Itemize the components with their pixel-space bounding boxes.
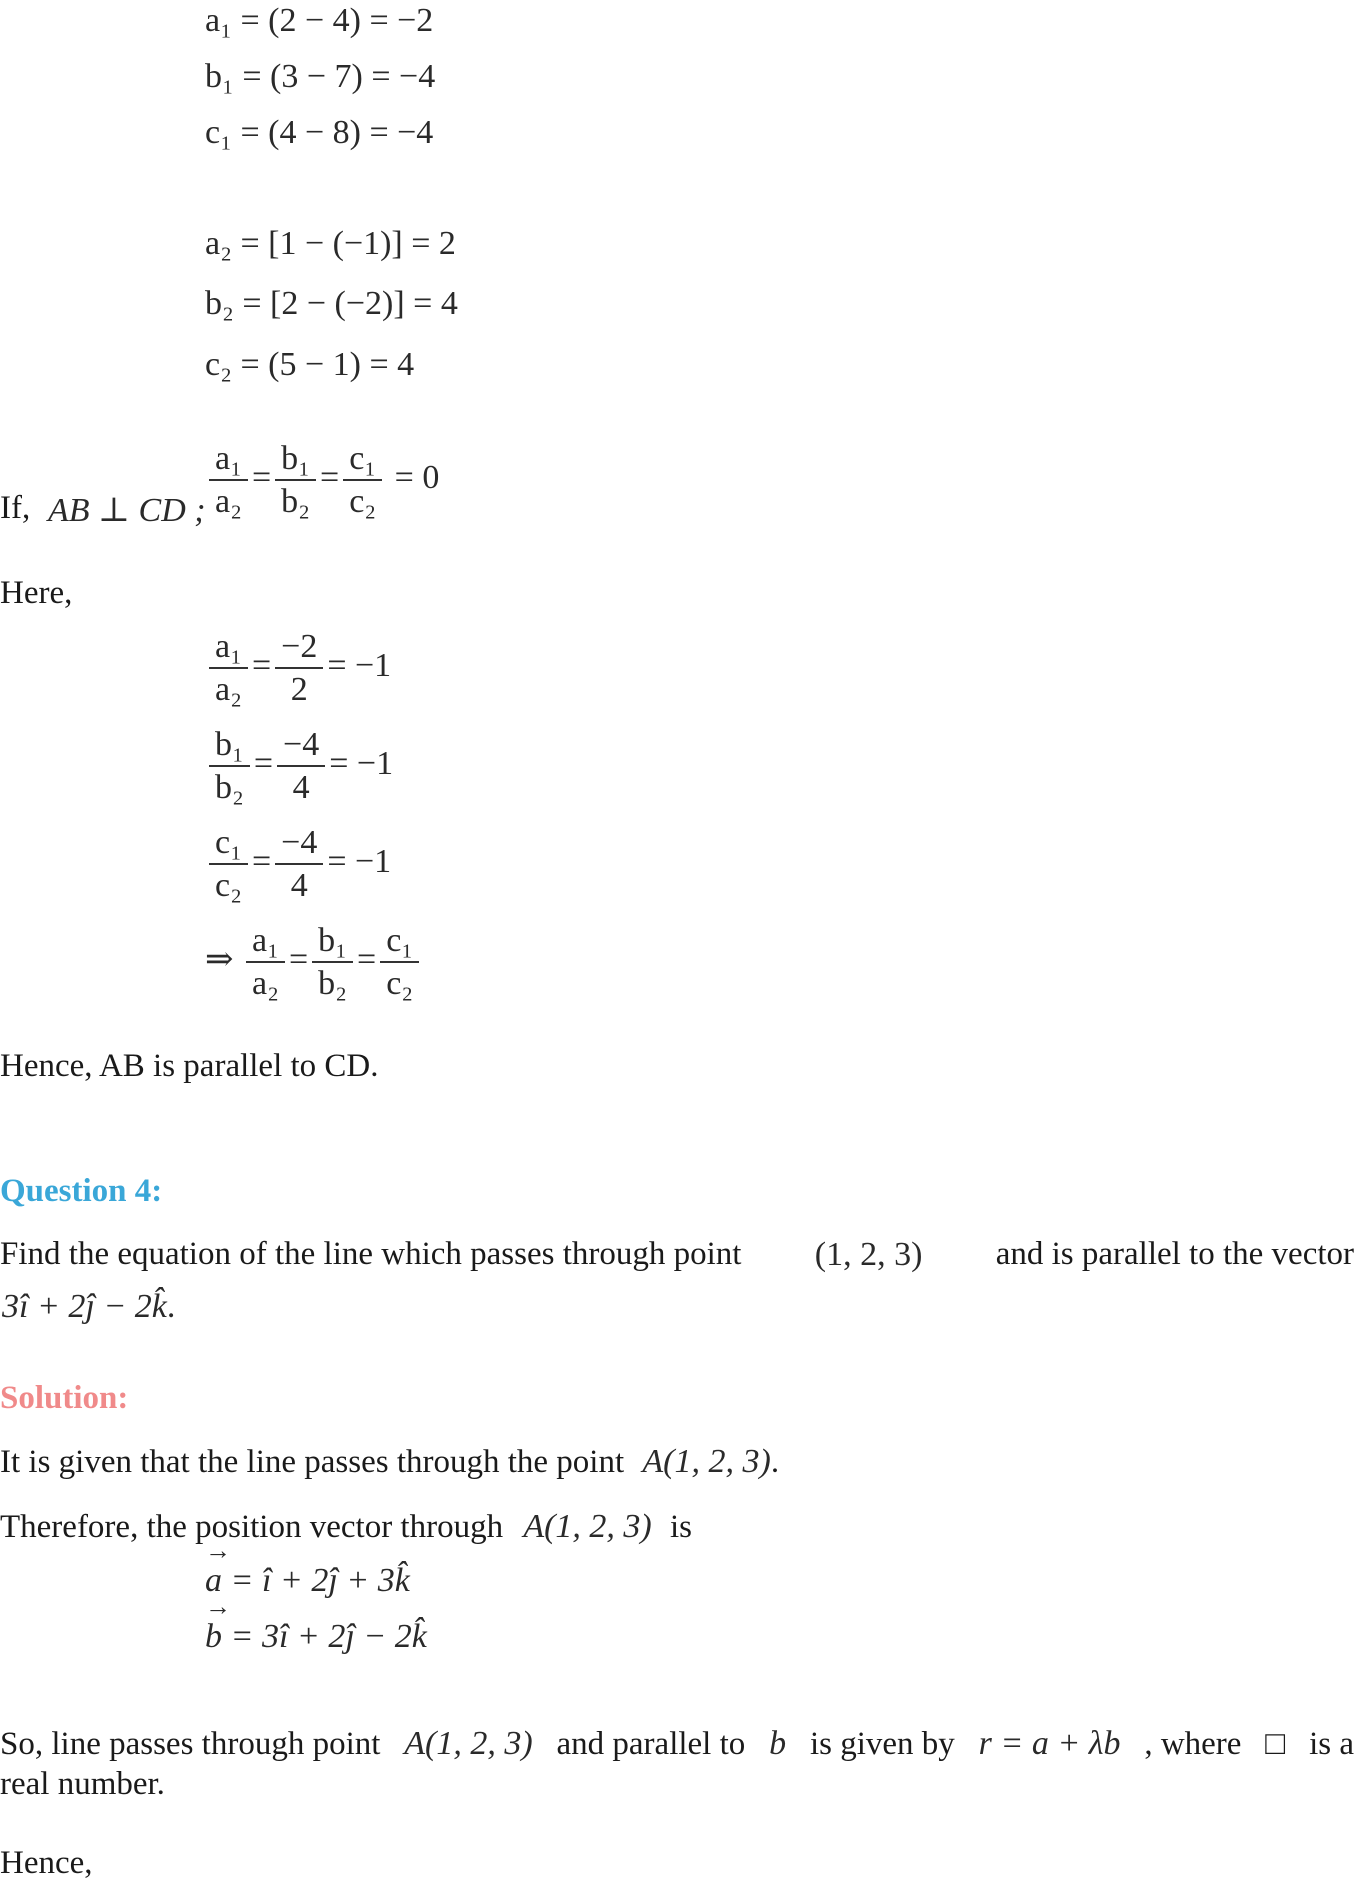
frac-num: −4 <box>275 824 323 865</box>
frac-den: b₂ <box>318 965 347 1003</box>
frac-num: b₁ <box>275 440 316 481</box>
frac-den: 4 <box>292 769 310 807</box>
frac-den: c₂ <box>349 483 377 521</box>
frac-den: b₂ <box>215 769 244 807</box>
solution-hence: Hence, <box>0 1845 93 1881</box>
ratio-row-b: $\frac{\text{b₁}}{\text{b₂}}$ = $\frac{-4}{4}$ = −1 <box>205 726 393 807</box>
vector-b-name: → b <box>205 1618 222 1656</box>
frac-den: 2 <box>290 671 308 709</box>
frac-den: a₂ <box>215 671 242 709</box>
conclusion-text: Hence, AB is parallel to CD. <box>0 1048 379 1084</box>
solution-p1-point: A(1, 2, 3) <box>642 1443 771 1480</box>
solution-p2-text: Therefore, the position vector through <box>0 1509 504 1545</box>
frac-num: b₁ <box>209 726 250 767</box>
vector-b-rhs: = 3î + 2ĵ − 2k̂ <box>230 1618 427 1655</box>
ratio-row-a: $\frac{\text{a₁}}{\text{a₂}}$ = $\frac{-2}{2}$ = −1 <box>205 628 391 709</box>
question-line-1 <box>0 1236 1354 1274</box>
eq-c2: c₂ = (5 − 1) = 4 <box>205 346 415 383</box>
frac-num: c₁ <box>343 440 382 481</box>
vector-b-eq <box>205 1618 427 1656</box>
frac-num: a₁ <box>246 922 285 963</box>
solution-p2-point: A(1, 2, 3) <box>523 1508 652 1545</box>
ratio-row-c: $\frac{\text{c₁}}{\text{c₂}}$ = $\frac{-4}{4}$ = −1 <box>205 824 391 905</box>
frac-num: −2 <box>275 628 323 669</box>
condition-rhs: = 0 <box>394 459 440 497</box>
frac-num: b₁ <box>312 922 353 963</box>
solution-para-2 <box>0 1508 692 1546</box>
ratio-result: = −1 <box>329 745 394 783</box>
vector-a-eq <box>205 1562 410 1600</box>
frac-den: 4 <box>290 867 308 905</box>
solution-para-3 <box>0 1725 1354 1763</box>
condition-fractions: $\frac{\text{a₁}}{\text{a₂}}$ = $\frac{\text{b₁}}{\text{b₂}}$ = $\frac{\text{c₁}}{\text{c₂}}$ = 0 <box>205 440 439 521</box>
solution-para-1 <box>0 1443 779 1481</box>
solution-p3-c: is given by <box>809 1726 955 1762</box>
eq-a2: a₂ = [1 − (−1)] = 2 <box>205 225 456 262</box>
frac-den: b₂ <box>281 483 310 521</box>
question-period: . <box>166 1288 176 1325</box>
here-label: Here, <box>0 575 73 611</box>
question-point: (1, 2, 3) <box>814 1236 923 1273</box>
solution-p3-line2: real number. <box>0 1766 165 1802</box>
solution-p3-point: A(1, 2, 3) <box>404 1725 533 1762</box>
eq-b2: b₂ = [2 − (−2)] = 4 <box>205 285 458 322</box>
question-heading: Question 4: <box>0 1173 163 1209</box>
vector-a-rhs: = î + 2ĵ + 3k̂ <box>230 1562 410 1599</box>
solution-p1-text: It is given that the line passes through the point <box>0 1444 625 1480</box>
frac-den: a₂ <box>215 483 242 521</box>
frac-num: c₁ <box>380 922 419 963</box>
frac-den: c₂ <box>386 965 414 1003</box>
solution-p3-e: is a <box>1309 1726 1354 1762</box>
frac-num: −4 <box>277 726 325 767</box>
condition-prefix: If, <box>0 490 31 526</box>
solution-p3-bvec: b <box>769 1725 787 1762</box>
eq-b1: b₁ = (3 − 7) = −4 <box>205 58 436 95</box>
solution-p3-box: □ <box>1265 1726 1286 1762</box>
ratio-result: = −1 <box>327 647 392 685</box>
solution-p3-d: , where <box>1144 1726 1242 1762</box>
solution-p3-b: and parallel to <box>556 1726 746 1762</box>
solution-heading: Solution: <box>0 1380 129 1416</box>
solution-p2-end: is <box>670 1509 693 1545</box>
solution-p1-end: . <box>770 1444 780 1480</box>
frac-den: a₂ <box>252 965 279 1003</box>
question-vector-value: 3î + 2ĵ − 2k̂ <box>2 1288 167 1325</box>
question-vector <box>2 1288 175 1326</box>
frac-num: c₁ <box>209 824 248 865</box>
eq-c1: c₁ = (4 − 8) = −4 <box>205 114 434 151</box>
frac-num: a₁ <box>209 440 248 481</box>
question-text-a: Find the equation of the line which passes through point <box>0 1236 742 1272</box>
frac-num: a₁ <box>209 628 248 669</box>
frac-den: c₂ <box>215 867 242 905</box>
eq-a1: a₁ = (2 − 4) = −2 <box>205 2 434 39</box>
question-text-b: and is parallel to the vector <box>995 1236 1354 1272</box>
vector-a-name: → a <box>205 1562 222 1600</box>
ratio-result: = −1 <box>327 843 392 881</box>
implies-arrow: ⇒ <box>205 941 234 979</box>
solution-p3-a: So, line passes through point <box>0 1726 381 1762</box>
solution-p3-formula: r = a + λb <box>978 1725 1121 1762</box>
condition-relation: AB ⊥ CD ; <box>48 492 206 529</box>
implies-row: ⇒ $\frac{\text{a₁}}{\text{a₂}}$ = $\frac{\text{b₁}}{\text{b₂}}$ = $\frac{\text{c₁}}{\text{c₂}}$ <box>205 922 423 1003</box>
